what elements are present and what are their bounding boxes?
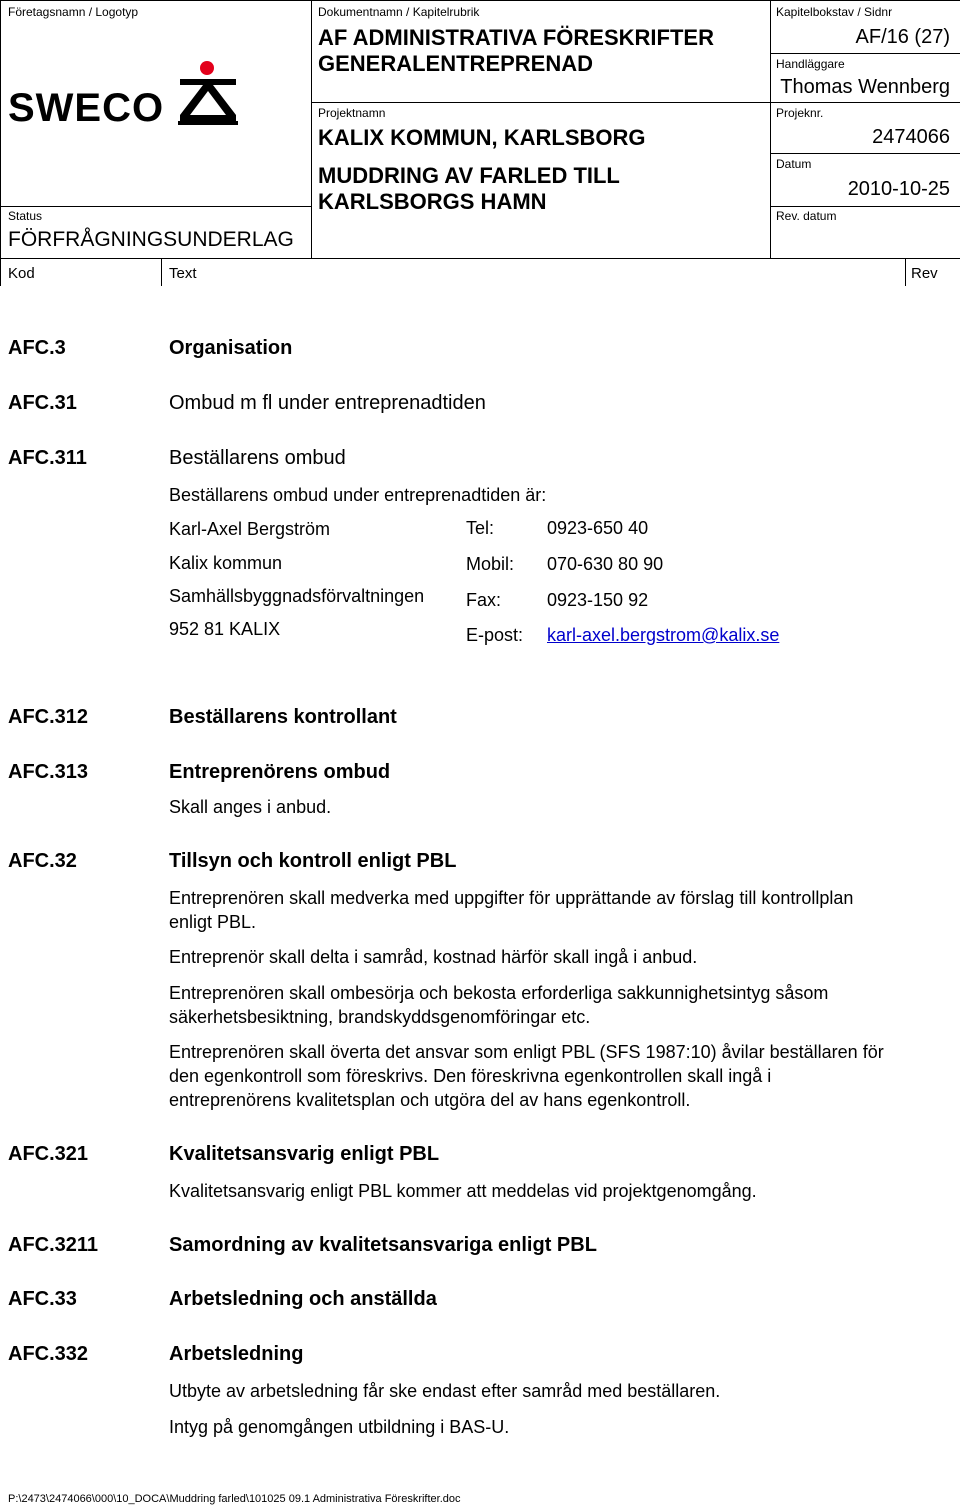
section-title-afc3: Organisation <box>169 337 293 359</box>
company-label: Företagsnamn / Logotyp <box>8 5 139 19</box>
section-title-afc32: Tillsyn och kontroll enligt PBL <box>169 850 457 872</box>
contact-fax-label: Fax: <box>466 590 502 610</box>
section-code-afc311: AFC.311 <box>8 447 87 469</box>
header-divider-2 <box>770 0 771 258</box>
projnr-label: Projeknr. <box>776 106 824 120</box>
revdate-label: Rev. datum <box>776 209 837 223</box>
handler-label: Handläggare <box>776 57 845 71</box>
status-label: Status <box>8 209 43 223</box>
header-col-divider-2 <box>905 258 906 286</box>
doc-label: Dokumentnamn / Kapitelrubrik <box>318 5 480 19</box>
contact-mobil: 070-630 80 90 <box>547 554 664 574</box>
doc-title-line-2: GENERALENTREPRENAD <box>318 51 594 76</box>
section-text-afc32-p2: Entreprenör skall delta i samråd, kostnad härför skall ingå i anbud. <box>169 947 698 967</box>
col-kod-heading: Kod <box>8 265 35 282</box>
logo-base <box>178 121 238 125</box>
section-title-afc33: Arbetsledning och anställda <box>169 1288 437 1310</box>
section-code-afc32: AFC.32 <box>8 850 77 872</box>
logo-wordmark: SWECO <box>8 86 165 130</box>
header-border-left <box>0 0 1 286</box>
section-text-afc32-p1: Entreprenören skall medverka med uppgifter för upprättande av förslag till kontrollplan enligt PBL. <box>169 888 854 932</box>
section-text-afc32-p4: Entreprenören skall överta det ansvar som enligt PBL (SFS 1987:10) åvilar beställaren för den egenkontroll som föreskrivs. Den föreskrivna egenkontrollen skall ingå i entreprenörens kvalitetsplan och utgöra del av hans egenkontroll. <box>169 1042 884 1110</box>
project-name-line-2: MUDDRING AV FARLED TILL <box>318 163 620 188</box>
date-value: 2010-10-25 <box>847 178 950 200</box>
chapter-value: AF/16 (27) <box>855 26 950 48</box>
header-hline-date <box>770 153 960 154</box>
project-label: Projektnamn <box>318 106 386 120</box>
section-code-afc313: AFC.313 <box>8 761 89 783</box>
contact-name: Karl-Axel Bergström <box>169 519 331 539</box>
contact-org: Kalix kommun <box>169 553 283 573</box>
logo-red-dot <box>200 61 214 75</box>
section-code-afc33: AFC.33 <box>8 1288 77 1310</box>
header-hline-revdate <box>770 206 960 207</box>
section-text-afc332-p1: Utbyte av arbetsledning får ske endast efter samråd med beställaren. <box>169 1381 721 1401</box>
logo-figure-shape <box>180 79 236 121</box>
projnr-value: 2474066 <box>872 126 950 148</box>
section-code-afc321: AFC.321 <box>8 1143 89 1165</box>
doc-title-line-1: AF ADMINISTRATIVA FÖRESKRIFTER <box>318 25 714 50</box>
section-code-afc3: AFC.3 <box>8 337 66 359</box>
section-text-afc32-p3: Entreprenören skall ombesörja och bekosta erforderliga sakkunnighetsintyg såsom säkerhetsbesiktning, brandskyddsgenomföringar etc. <box>169 983 829 1027</box>
contact-mobil-label: Mobil: <box>466 554 515 574</box>
contact-tel: 0923-650 40 <box>547 518 649 538</box>
date-label: Datum <box>776 157 812 171</box>
contact-email-label: E-post: <box>466 625 524 645</box>
contact-tel-label: Tel: <box>466 518 495 538</box>
section-code-afc3211: AFC.3211 <box>8 1234 99 1256</box>
header-hline-columns <box>0 258 960 259</box>
project-name-line-3: KARLSBORGS HAMN <box>318 189 547 214</box>
header-col-divider-1 <box>161 258 162 286</box>
section-title-afc3211: Samordning av kvalitetsansvariga enligt PBL <box>169 1234 597 1256</box>
section-title-afc332: Arbetsledning <box>169 1343 304 1365</box>
section-text-afc321: Kvalitetsansvarig enligt PBL kommer att meddelas vid projektgenomgång. <box>169 1181 757 1201</box>
header-hline-status <box>0 206 311 207</box>
sweco-logo <box>8 55 238 130</box>
section-title-afc313: Entreprenörens ombud <box>169 761 391 783</box>
header-divider-1 <box>311 0 312 258</box>
section-title-afc312: Beställarens kontrollant <box>169 706 397 728</box>
footer-file-path: P:\2473\2474066\000\10_DOCA\Muddring farled\101025 09.1 Administrativa Föreskrifter.doc <box>8 1493 461 1505</box>
contact-address: 952 81 KALIX <box>169 619 281 639</box>
section-text-afc313: Skall anges i anbud. <box>169 797 332 817</box>
col-rev-heading: Rev <box>911 265 938 282</box>
project-name-line-1: KALIX KOMMUN, KARLSBORG <box>318 125 646 150</box>
section-code-afc312: AFC.312 <box>8 706 89 728</box>
col-text-heading: Text <box>169 265 197 282</box>
section-code-afc31: AFC.31 <box>8 392 77 414</box>
section-title-afc31: Ombud m fl under entreprenadtiden <box>169 392 486 414</box>
header-border-top <box>0 0 960 1</box>
section-text-afc332-p2: Intyg på genomgången utbildning i BAS-U. <box>169 1417 510 1437</box>
section-text-afc311-intro: Beställarens ombud under entreprenadtiden är: <box>169 485 547 505</box>
contact-email-link[interactable]: karl-axel.bergstrom@kalix.se <box>547 625 780 645</box>
contact-dept: Samhällsbyggnadsförvaltningen <box>169 586 425 606</box>
sweco-logo-graphic <box>8 55 238 130</box>
chapter-label: Kapitelbokstav / Sidnr <box>776 5 893 19</box>
section-code-afc332: AFC.332 <box>8 1343 89 1365</box>
handler-value: Thomas Wennberg <box>780 76 950 98</box>
section-title-afc311: Beställarens ombud <box>169 447 346 469</box>
section-title-afc321: Kvalitetsansvarig enligt PBL <box>169 1143 440 1165</box>
status-value: FÖRFRÅGNINGSUNDERLAG <box>8 228 294 251</box>
header-hline-handler <box>770 53 960 54</box>
contact-fax: 0923-150 92 <box>547 590 649 610</box>
header-hline-project <box>311 102 960 103</box>
